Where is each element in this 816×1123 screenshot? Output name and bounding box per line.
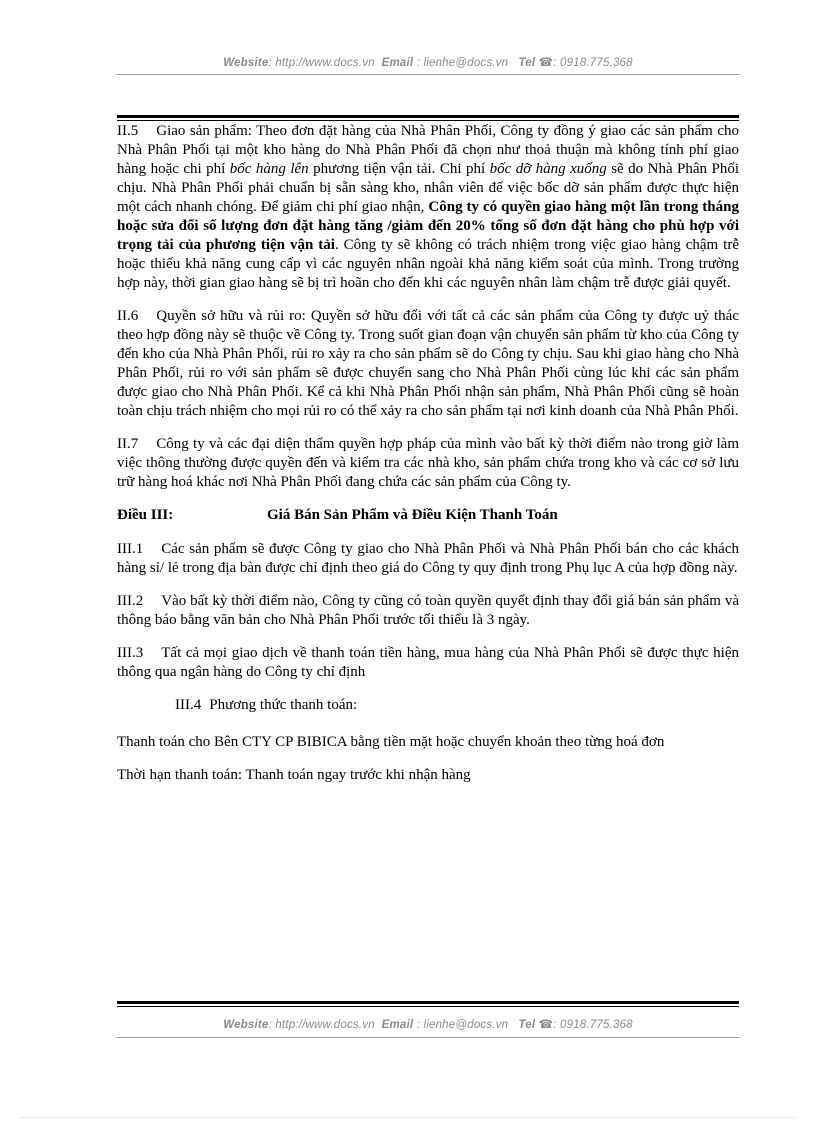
section-text: Tất cả mọi giao dịch về thanh toán tiền hàng, mua hàng của Nhà Phân Phối sẽ được thực hiện thông qua ngân hàng do Công ty chỉ định <box>117 645 739 680</box>
italic-term: bốc dỡ hàng xuống <box>489 161 607 177</box>
article-title: Giá Bán Sản Phẩm và Điều Kiện Thanh Toán <box>267 507 558 523</box>
section-number: III.2 <box>117 593 144 609</box>
article-label: Điều III: <box>117 507 174 523</box>
section-text: phương tiện vận tải. Chi phí <box>308 161 490 177</box>
header-rule <box>117 74 739 75</box>
section-number: II.5 <box>117 123 139 139</box>
payment-method: Thanh toán cho Bên CTY CP BIBICA bằng tiền mặt hoặc chuyển khoản theo từng hoá đơn <box>117 734 665 750</box>
footer-website-label: Website <box>223 1019 269 1031</box>
section-text: Quyền sở hữu và rủi ro: Quyền sở hữu đối với tất cả các sản phẩm của Công ty được uỷ thác theo hợp đồng này sẽ thuộc về Công ty. Trong suốt gian đoạn vận chuyển sản phẩm từ kho của Công ty đến kho của Nhà Phân Phối, rủi ro xảy ra cho sản phẩm sẽ do Công ty chịu. Sau khi giao hàng cho Nhà Phân Phối, rủi ro với sản phẩm sẽ được chuyển sang cho Nhà Phân Phối cùng lúc khi các sản phẩm được giao cho Nhà Phân Phối. Kể cả khi Nhà Phân Phối nhận sản phẩm, Nhà Phân Phối cũng sẽ hoàn toàn chịu trách nhiệm cho mọi rủi ro có thể xảy ra cho sản phẩm tại nơi kinh doanh của Nhà Phân Phối. <box>117 308 739 419</box>
section-number: II.7 <box>117 436 139 452</box>
footer-website-value[interactable]: : http://www.docs.vn <box>268 1019 375 1031</box>
section-III-4 <box>117 696 739 715</box>
footer-email-value[interactable]: : lienhe@docs.vn <box>416 1019 509 1031</box>
header-email-value[interactable]: : lienhe@docs.vn <box>416 57 509 69</box>
page-bottom-divider <box>20 1117 796 1118</box>
section-III-1 <box>117 540 739 578</box>
section-II-7 <box>117 435 739 492</box>
footer-tel-label: Tel <box>518 1019 536 1031</box>
header-thick-rule <box>117 115 739 118</box>
footer-rule <box>117 1037 739 1038</box>
document-body <box>117 122 739 799</box>
header-thin-rule <box>117 120 739 121</box>
bold-clause: Công ty có quyền giao hàng một lần trong tháng hoặc sửa đổi số lượng đơn đặt hàng tăng /giảm đến 20% tổng số đơn đặt hàng cho phù hợp với trọng tải của phương tiện vận tải <box>117 199 739 253</box>
italic-term: bốc hàng lên <box>229 161 309 177</box>
section-text: sẽ do Nhà Phân Phối chịu. Nhà Phân Phối phải chuẩn bị sẵn sàng kho, nhân viên để việc bốc dỡ sản phẩm được thực hiện một cách nhanh chóng. Để giảm chi phí giao nhận, <box>117 161 740 215</box>
header-website-label: Website <box>223 57 269 69</box>
section-text: Phương thức thanh toán: <box>209 697 358 713</box>
section-II-5 <box>117 122 739 293</box>
page-header <box>117 55 739 69</box>
header-website-value[interactable]: : http://www.docs.vn <box>268 57 375 69</box>
footer-thin-rule <box>117 1006 739 1007</box>
section-II-6 <box>117 307 739 421</box>
section-III-2 <box>117 592 739 630</box>
header-tel-label: Tel <box>518 57 536 69</box>
payment-term: Thời hạn thanh toán: Thanh toán ngay trước khi nhận hàng <box>117 767 471 783</box>
phone-icon: ☎ <box>538 1019 554 1031</box>
section-text: Giao sản phẩm: Theo đơn đặt hàng của Nhà Phân Phối, Công ty đồng ý giao các sản phẩm cho Nhà Phân Phối tại một kho hàng do Nhà Phân Phối đã chọn như thoả thuận mà không tính phí giao hàng hoặc chi phí <box>117 123 739 177</box>
section-number: II.6 <box>117 308 139 324</box>
page-footer <box>117 1017 739 1031</box>
article-heading <box>117 506 739 525</box>
header-email-label: Email <box>381 57 414 69</box>
section-text: . Công ty sẽ không có trách nhiệm trong việc giao hàng chậm trễ hoặc thiếu khả năng cung cấp vì các nguyên nhân ngoài khả năng kiểm soát của mình. Trong trường hợp này, thời gian giao hàng sẽ bị trì hoãn cho đến khi các nguyên nhân làm chậm trễ được giải quyết. <box>117 237 739 291</box>
section-text: Các sản phẩm sẽ được Công ty giao cho Nhà Phân Phối và Nhà Phân Phối bán cho các khách hàng sỉ/ lẻ trong địa bàn được chỉ định theo giá do Công ty quy định trong Phụ lục A của hợp đồng này. <box>117 541 739 576</box>
footer-thick-rule <box>117 1001 739 1004</box>
footer-email-label: Email <box>381 1019 414 1031</box>
header-tel-value: : 0918.775.368 <box>553 57 633 69</box>
section-number: III.1 <box>117 541 144 557</box>
phone-icon: ☎ <box>538 57 554 69</box>
section-III-3 <box>117 644 739 682</box>
section-number: III.4 <box>175 697 202 713</box>
section-text: Vào bất kỳ thời điểm nào, Công ty cũng có toàn quyền quyết định thay đổi giá bán sản phẩm và thông báo bằng văn bản cho Nhà Phân Phối trước tối thiểu là 3 ngày. <box>117 593 739 628</box>
section-number: III.3 <box>117 645 144 661</box>
section-text: Công ty và các đại diện thẩm quyền hợp pháp của mình vào bất kỳ thời điểm nào trong giờ làm việc thông thường được quyền đến và kiểm tra các nhà kho, sản phẩm chứa trong kho và các cơ sở lưu trữ hàng hoá khác nơi Nhà Phân Phối đang chứa các sản phẩm của Công ty. <box>117 436 739 490</box>
footer-tel-value: : 0918.775.368 <box>553 1019 633 1031</box>
